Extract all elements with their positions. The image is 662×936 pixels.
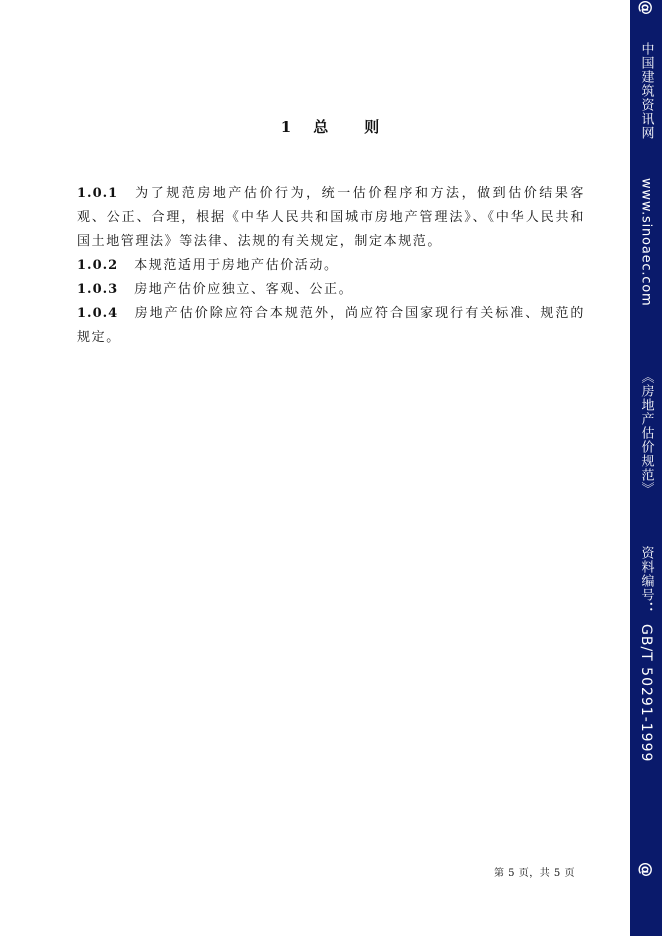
chapter-title <box>0 116 660 137</box>
clause-1-0-1 <box>77 182 585 254</box>
chapter-title-char-2: 则 <box>364 118 380 136</box>
site-url: www.sinoaec.com <box>638 178 654 307</box>
chapter-body <box>77 182 585 350</box>
document-code: GB/T 50291-1999 <box>638 624 654 763</box>
clause-text: 房地产估价应独立、客观、公正。 <box>134 282 354 297</box>
code-label-colon: ： <box>638 602 654 616</box>
clause-1-0-2 <box>77 254 585 278</box>
site-name: 中国建筑资讯网 <box>638 42 654 140</box>
page-number: 第 5 页，共 5 页 <box>494 868 575 879</box>
clause-1-0-4 <box>77 302 585 350</box>
at-sign-top: @ <box>637 0 655 15</box>
clause-number: 1.0.4 <box>77 306 119 321</box>
clause-number: 1.0.3 <box>77 282 119 297</box>
chapter-number: 1 <box>280 118 292 136</box>
document-name: 《房地产估价规范》 <box>638 370 654 496</box>
watermark-sidebar <box>630 0 662 936</box>
chapter-title-char-1: 总 <box>313 118 329 136</box>
clause-text: 本规范适用于房地产估价活动。 <box>134 258 339 273</box>
clause-number: 1.0.2 <box>77 258 119 273</box>
at-sign-bottom: @ <box>637 862 655 877</box>
code-label-text: 资料编号 <box>638 546 654 602</box>
clause-1-0-3 <box>77 278 585 302</box>
clause-text: 房地产估价除应符合本规范外，尚应符合国家现行有关标准、规范的规定。 <box>77 306 585 345</box>
document-code-label <box>637 546 656 616</box>
clause-number: 1.0.1 <box>77 186 119 201</box>
clause-text: 为了规范房地产估价行为，统一估价程序和方法，做到估价结果客观、公正、合理，根据《中华人民共和国城市房地产管理法》、《中华人民共和国土地管理法》等法律、法规的有关规定，制定本规范。 <box>77 186 585 249</box>
